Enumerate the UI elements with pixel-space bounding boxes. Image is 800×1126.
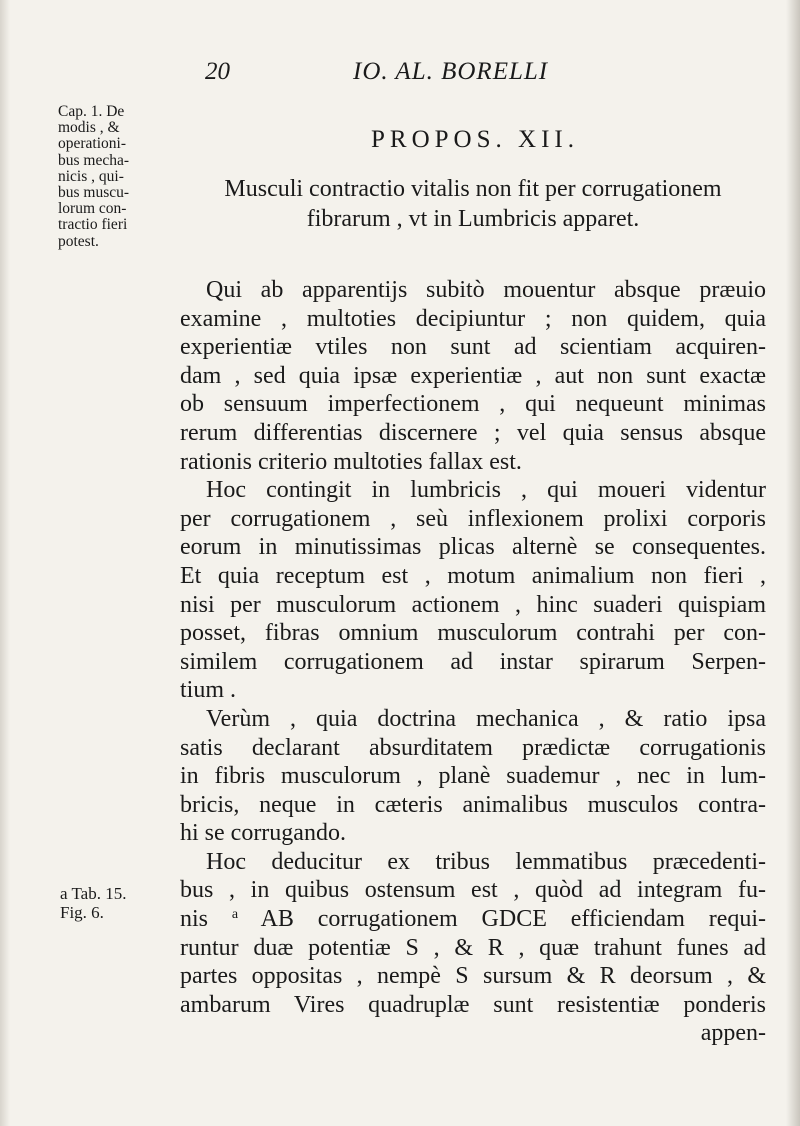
figure-reference-marker: a bbox=[231, 907, 239, 923]
body-line: bricis, neque in cæteris animalibus musculos contra- bbox=[180, 791, 766, 818]
margin-note-line: tractio fieri bbox=[58, 216, 128, 234]
body-line: Et quia receptum est , motum animalium non fieri , bbox=[180, 562, 766, 589]
margin-note-line: lorum con- bbox=[58, 200, 127, 218]
margin-note-line: Cap. 1. De bbox=[58, 103, 125, 120]
body-line: hi se corrugando. bbox=[180, 820, 346, 847]
margin-note-line: potest. bbox=[58, 232, 99, 250]
body-line: eorum in minutissimas plicas alternè se consequentes. bbox=[180, 534, 766, 561]
body-line: runtur duæ potentiæ S , & R , quæ trahunt funes ad bbox=[180, 934, 766, 961]
body-line: experientiæ vtiles non sunt ad scientiam acquiren- bbox=[180, 334, 766, 361]
figure-reference-table: a Tab. 15. bbox=[60, 884, 127, 903]
figure-reference-note bbox=[60, 884, 178, 922]
body-line: examine , multoties decipiuntur ; non quidem, quia bbox=[180, 305, 766, 332]
margin-note-line: bus muscu- bbox=[58, 184, 130, 202]
body-text bbox=[180, 276, 766, 1048]
figure-reference-figure: Fig. 6. bbox=[60, 903, 104, 922]
running-head: IO. AL. BORELLI bbox=[353, 58, 549, 85]
body-line: rerum differentias discernere ; vel quia sensus absque bbox=[180, 419, 766, 446]
summary-line: Musculi contractio vitalis non fit per corrugationem bbox=[224, 176, 722, 202]
body-line: partes oppositas , nempè S sursum & R deorsum , & bbox=[180, 963, 766, 990]
margin-note-line: operationi- bbox=[58, 135, 127, 153]
body-line: tium . bbox=[180, 677, 237, 704]
body-line: in fibris musculorum , planè suademur , nec in lum- bbox=[180, 763, 766, 790]
body-line: Hoc deducitur ex tribus lemmatibus præcedenti- bbox=[206, 848, 766, 875]
body-line: bus , in quibus ostensum est , quòd ad integram fu- bbox=[180, 877, 766, 904]
margin-note-line: modis , & bbox=[58, 119, 120, 137]
body-line: ob sensuum imperfectionem , qui nequeunt minimas bbox=[180, 391, 766, 418]
body-line: Hoc contingit in lumbricis , qui moueri videntur bbox=[206, 477, 766, 504]
body-line: nisi per musculorum actionem , hinc suaderi quispiam bbox=[180, 591, 766, 618]
body-line-with-reference bbox=[180, 905, 766, 934]
body-line: per corrugationem , seù inflexionem prolixi corporis bbox=[180, 505, 766, 532]
proposition-summary bbox=[180, 174, 766, 234]
summary-line: fibrarum , vt in Lumbricis apparet. bbox=[306, 206, 640, 232]
page-number: 20 bbox=[205, 58, 230, 85]
proposition-title: PROPOS. XII. bbox=[371, 126, 579, 153]
body-line: similem corrugationem ad instar spirarum Serpen- bbox=[180, 648, 766, 675]
body-line: satis declarant absurditatem prædictæ corrugationis bbox=[180, 734, 766, 761]
page-header bbox=[0, 58, 800, 88]
margin-note-line: bus mecha- bbox=[58, 151, 130, 169]
margin-note bbox=[58, 104, 176, 250]
body-line: Qui ab apparentijs subitò mouentur absque præuio bbox=[206, 277, 766, 303]
catchword: appen- bbox=[700, 1020, 766, 1047]
margin-note-line: nicis , qui- bbox=[58, 167, 124, 185]
body-line: posset, fibras omnium musculorum contrahi per con- bbox=[180, 620, 766, 647]
body-line-text: AB corrugationem GDCE efficiendam requi- bbox=[260, 906, 767, 933]
body-line: dam , sed quia ipsæ experientiæ , aut non sunt exactæ bbox=[180, 362, 766, 389]
body-line: Verùm , quia doctrina mechanica , & ratio ipsa bbox=[206, 705, 766, 732]
body-line-prefix: nis bbox=[180, 906, 209, 933]
body-line: rationis criterio multoties fallax est. bbox=[180, 448, 522, 475]
body-line: ambarum Vires quadruplæ sunt resistentiæ ponderis bbox=[180, 991, 766, 1018]
